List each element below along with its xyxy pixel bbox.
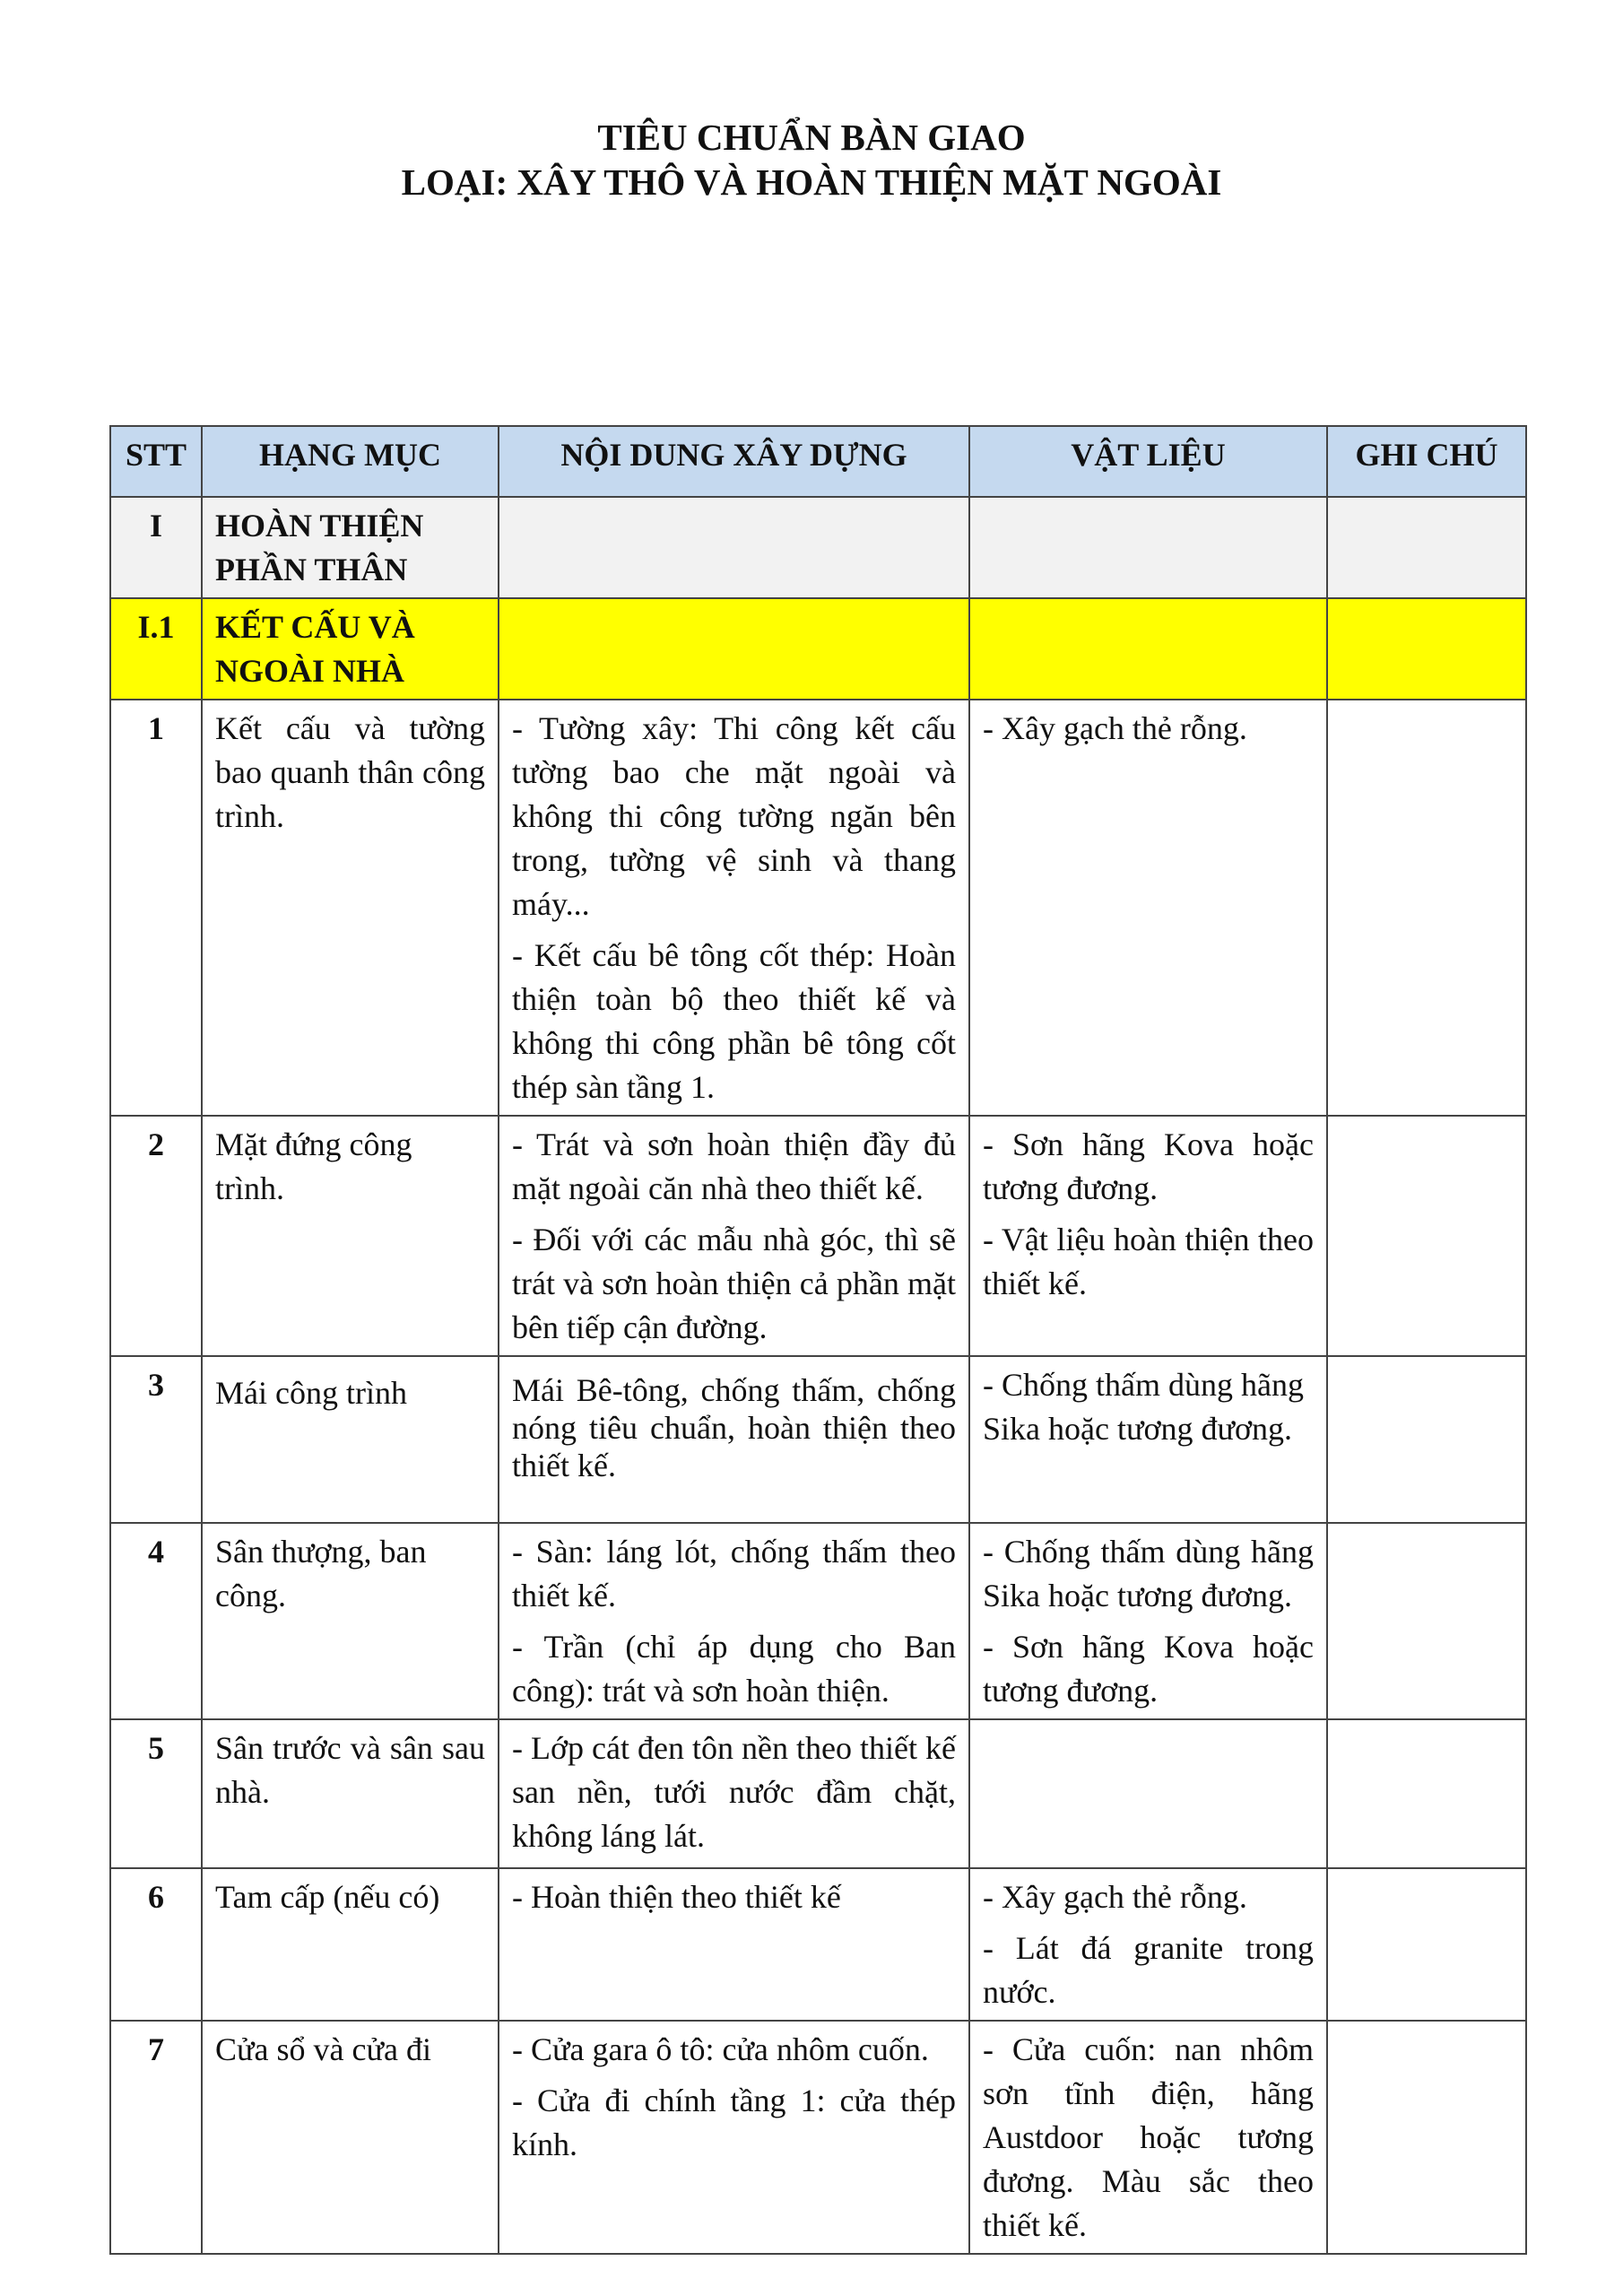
content-paragraph: - Đối với các mẫu nhà góc, thì sẽ trát và sơn hoàn thiện cả phần mặt bên tiếp cận đường.: [512, 1222, 956, 1345]
material-paragraph: - Chống thấm dùng hãng Sika hoặc tương đương.: [983, 1534, 1314, 1613]
row-stt: 5: [110, 1719, 202, 1868]
row-content: [499, 1356, 969, 1523]
header-material: VẬT LIỆU: [969, 426, 1327, 497]
row-item: Sân thượng, ban công.: [202, 1523, 499, 1719]
table-row: [110, 1356, 1526, 1523]
row-material: [969, 1523, 1327, 1719]
table-row: [110, 1523, 1526, 1719]
row-note: [1327, 1523, 1526, 1719]
row-item: Kết cấu và tường bao quanh thân công trình.: [202, 700, 499, 1116]
material-paragraph: - Vật liệu hoàn thiện theo thiết kế.: [983, 1222, 1314, 1301]
material-paragraph: - Xây gạch thẻ rỗng.: [983, 1879, 1247, 1915]
subsection-stt: I.1: [110, 598, 202, 700]
header-item: HẠNG MỤC: [202, 426, 499, 497]
material-paragraph: - Chống thấm dùng hãng Sika hoặc tương đương.: [983, 1367, 1304, 1447]
row-note: [1327, 2021, 1526, 2254]
row-item: Mái công trình: [202, 1356, 499, 1523]
row-material: [969, 1719, 1327, 1868]
row-note: [1327, 1868, 1526, 2021]
material-paragraph: - Sơn hãng Kova hoặc tương đương.: [983, 1126, 1314, 1206]
row-note: [1327, 700, 1526, 1116]
material-paragraph: - Cửa cuốn: nan nhôm sơn tĩnh điện, hãng Austdoor hoặc tương đương. Màu sắc theo thiết kế.: [983, 2031, 1314, 2243]
row-material: [969, 1356, 1327, 1523]
content-paragraph: - Sàn: láng lót, chống thấm theo thiết kế.: [512, 1534, 956, 1613]
section-name: HOÀN THIỆN PHẦN THÂN: [202, 497, 499, 598]
row-stt: 7: [110, 2021, 202, 2254]
row-stt: 4: [110, 1523, 202, 1719]
row-content: [499, 1523, 969, 1719]
row-stt: 2: [110, 1116, 202, 1356]
row-material: [969, 2021, 1327, 2254]
row-note: [1327, 1356, 1526, 1523]
row-content: [499, 1719, 969, 1868]
row-content: [499, 700, 969, 1116]
row-note: [1327, 1116, 1526, 1356]
material-paragraph: - Sơn hãng Kova hoặc tương đương.: [983, 1629, 1314, 1709]
row-stt: 6: [110, 1868, 202, 2021]
content-paragraph: - Hoàn thiện theo thiết kế: [512, 1879, 841, 1915]
subsection-row: [110, 598, 1526, 700]
section-row: [110, 497, 1526, 598]
content-paragraph: - Tường xây: Thi công kết cấu tường bao che mặt ngoài và không thi công tường ngăn bên trong, tường vệ sinh và thang máy...: [512, 710, 956, 922]
row-item: Tam cấp (nếu có): [202, 1868, 499, 2021]
section-stt: I: [110, 497, 202, 598]
content-paragraph: - Cửa gara ô tô: cửa nhôm cuốn.: [512, 2031, 929, 2067]
content-paragraph: Mái Bê-tông, chống thấm, chống nóng tiêu chuẩn, hoàn thiện theo thiết kế.: [512, 1372, 956, 1483]
row-material: [969, 1868, 1327, 2021]
row-item: Sân trước và sân sau nhà.: [202, 1719, 499, 1868]
table-header-row: [110, 426, 1526, 497]
content-paragraph: - Lớp cát đen tôn nền theo thiết kế san nền, tưới nước đầm chặt, không láng lát.: [512, 1730, 956, 1854]
table-row: [110, 1719, 1526, 1868]
material-paragraph: - Xây gạch thẻ rỗng.: [983, 710, 1247, 746]
header-stt: STT: [110, 426, 202, 497]
document-subtitle: LOẠI: XÂY THÔ VÀ HOÀN THIỆN MẶT NGOÀI: [401, 161, 1222, 203]
row-material: [969, 1116, 1327, 1356]
row-item: Mặt đứng công trình.: [202, 1116, 499, 1356]
header-content: NỘI DUNG XÂY DỰNG: [499, 426, 969, 497]
row-content: [499, 1868, 969, 2021]
content-paragraph: - Kết cấu bê tông cốt thép: Hoàn thiện toàn bộ theo thiết kế và không thi công phần bê tông cốt thép sàn tầng 1.: [512, 937, 956, 1105]
row-stt: 3: [110, 1356, 202, 1523]
table-row: [110, 2021, 1526, 2254]
table-row: [110, 1868, 1526, 2021]
row-item: Cửa sổ và cửa đi: [202, 2021, 499, 2254]
table-row: [110, 1116, 1526, 1356]
row-note: [1327, 1719, 1526, 1868]
row-material: [969, 700, 1327, 1116]
row-content: [499, 1116, 969, 1356]
content-paragraph: - Cửa đi chính tầng 1: cửa thép kính.: [512, 2083, 956, 2162]
handover-standard-table: [109, 425, 1527, 2255]
content-paragraph: - Trát và sơn hoàn thiện đầy đủ mặt ngoài căn nhà theo thiết kế.: [512, 1126, 956, 1206]
row-content: [499, 2021, 969, 2254]
table-row: [110, 700, 1526, 1116]
header-note: GHI CHÚ: [1327, 426, 1526, 497]
content-paragraph: - Trần (chỉ áp dụng cho Ban công): trát và sơn hoàn thiện.: [512, 1629, 956, 1709]
material-paragraph: - Lát đá granite trong nước.: [983, 1930, 1314, 2010]
document-title: TIÊU CHUẨN BÀN GIAO: [597, 117, 1026, 158]
subsection-name: KẾT CẤU VÀ NGOÀI NHÀ: [202, 598, 499, 700]
row-stt: 1: [110, 700, 202, 1116]
